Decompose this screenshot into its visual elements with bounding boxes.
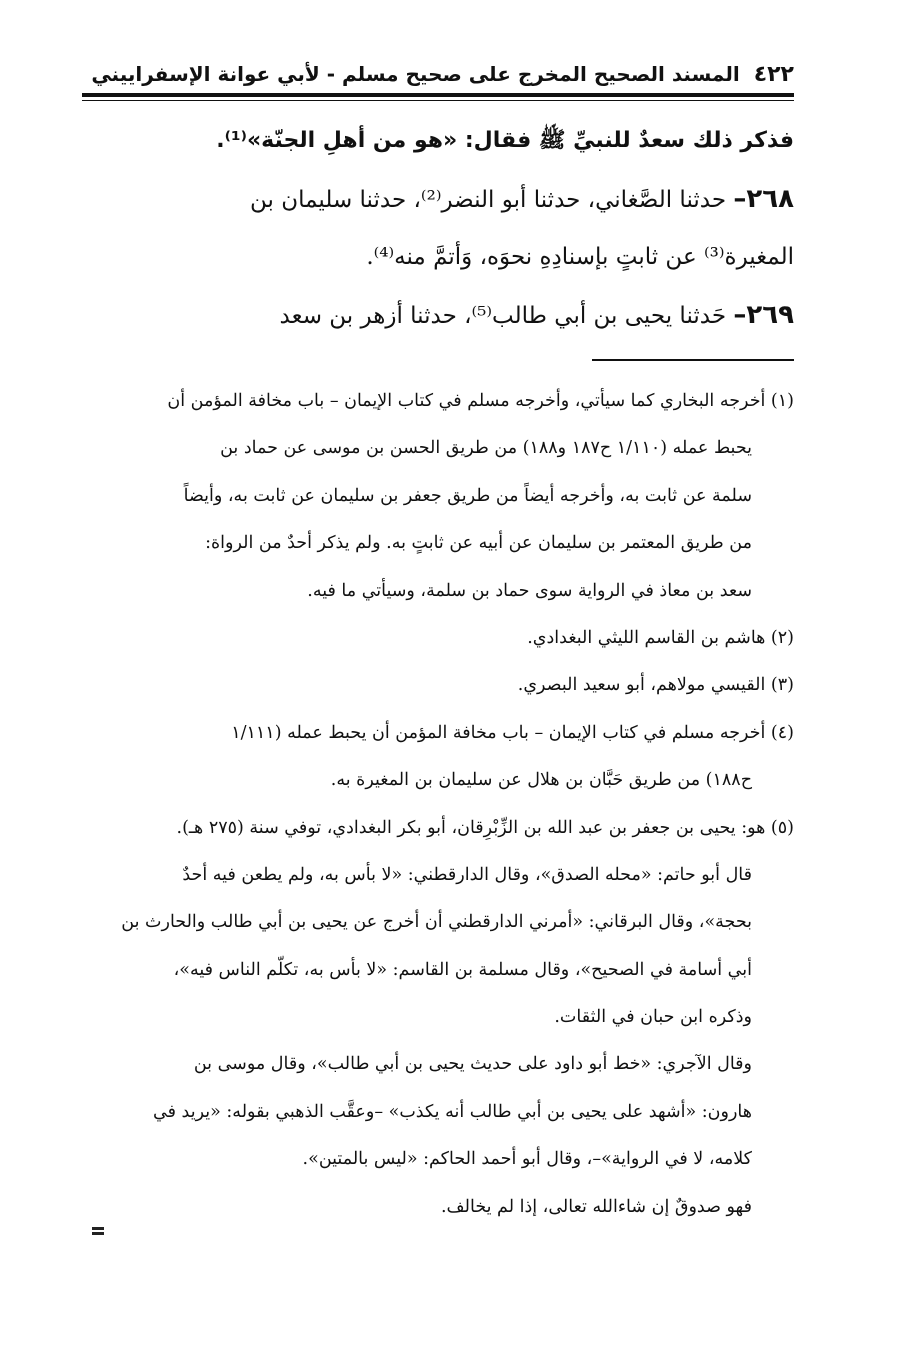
page-end-mark [92, 1232, 104, 1235]
footnote-5-line: أبي أسامة في الصحيح»، وقال مسلمة بن القاسم: «لا بأس به، تكلّم الناس فيه»، [173, 959, 752, 980]
page-number: ٤٢٢ [753, 62, 794, 87]
footnote-5-line: فهو صدوقٌ إن شاءالله تعالى، إذا لم يخالف. [440, 1196, 752, 1217]
footnote-1-line: (١) أخرجه البخاري كما سيأتي، وأخرجه مسلم في كتاب الإيمان – باب مخافة المؤمن أن [167, 391, 794, 411]
hadith-268-text-1: حدثنا الصَّغاني، حدثنا أبو النضر⁽²⁾، حدثنا سليمان بن [250, 187, 734, 213]
footnote-2: (٢) هاشم بن القاسم الليثي البغدادي. [527, 627, 794, 648]
footnote-1-line: من طريق المعتمر بن سليمان عن أبيه عن ثابتٍ به. ولم يذكر أحدٌ من الرواة: [205, 533, 752, 554]
footnote-1-line: سلمة عن ثابت به، وأخرجه أيضاً من طريق جعفر بن سليمان عن ثابت به، وأيضاً [183, 485, 752, 506]
footnote-5-line: (٥) هو: يحيى بن جعفر بن عبد الله بن الزِّبْرِقان، أبو بكر البغدادي، توفي سنة (٢٧٥ هـ). [176, 817, 794, 838]
hadith-269-number: ٢٦٩– [733, 300, 794, 330]
footnote-1-line: يحبط عمله (١/١١٠ ح١٨٧ و١٨٨) من طريق الحسن بن موسى عن حماد بن [220, 438, 752, 459]
footnote-4-line: (٤) أخرجه مسلم في كتاب الإيمان – باب مخافة المؤمن أن يحبط عمله (١/١١١ [231, 722, 794, 743]
hadith-268-line-1 [82, 170, 794, 228]
footnote-1-line: سعد بن معاذ في الرواية سوى حماد بن سلمة، وسيأتي ما فيه. [307, 580, 752, 601]
main-text [82, 112, 794, 344]
footnote-5-line: كلامه، لا في الرواية»–، وقال أبو أحمد الحاكم: «ليس بالمتين». [302, 1149, 752, 1170]
header-title: المسند الصحيح المخرج على صحيح مسلم - لأبي عوانة الإسفراييني [91, 62, 740, 86]
footnote-5-line: هارون: «أشهد على يحيى بن أبي طالب أنه يكذب» –وعقَّب الذهبي بقوله: «يريد في [153, 1101, 752, 1122]
main-line-1: فذكر ذلك سعدٌ للنبيِّ ﷺ فقال: «هو من أهلِ الجنّة»⁽¹⁾. [216, 128, 794, 153]
running-header [82, 56, 794, 92]
page-end-mark [92, 1227, 104, 1230]
footnote-5-line: قال أبو حاتم: «محله الصدق»، وقال الدارقطني: «لا بأس به، ولم يطعن فيه أحدٌ [182, 864, 752, 885]
footnote-4-line: ح١٨٨) من طريق حَبَّان بن هلال عن سليمان بن المغيرة به. [330, 770, 752, 791]
hadith-268-number: ٢٦٨– [733, 184, 794, 214]
footnote-5-line: وقال الآجري: «خط أبو داود على حديث يحيى بن أبي طالب»، وقال موسى بن [193, 1054, 752, 1075]
hadith-269-line-1 [82, 286, 794, 344]
footnotes [82, 378, 794, 1231]
header-rule-thin [82, 100, 794, 101]
hadith-268-line-2: المغيرة⁽³⁾ عن ثابتٍ بإسنادِهِ نحوَه، وَأتمَّ منه⁽⁴⁾. [366, 244, 794, 270]
footnote-separator [592, 359, 794, 361]
header-rule-thick [82, 93, 794, 97]
footnote-3: (٣) القيسي مولاهم، أبو سعيد البصري. [517, 675, 794, 696]
footnote-5-line: وذكره ابن حبان في الثقات. [554, 1007, 752, 1028]
footnote-5-line: بحجة»، وقال البرقاني: «أمرني الدارقطني أن أخرج عن يحيى بن أبي طالب والحارث بن [121, 912, 752, 933]
hadith-269-text-1: حَدثنا يحيى بن أبي طالب⁽⁵⁾، حدثنا أزهر بن سعد [279, 303, 734, 329]
